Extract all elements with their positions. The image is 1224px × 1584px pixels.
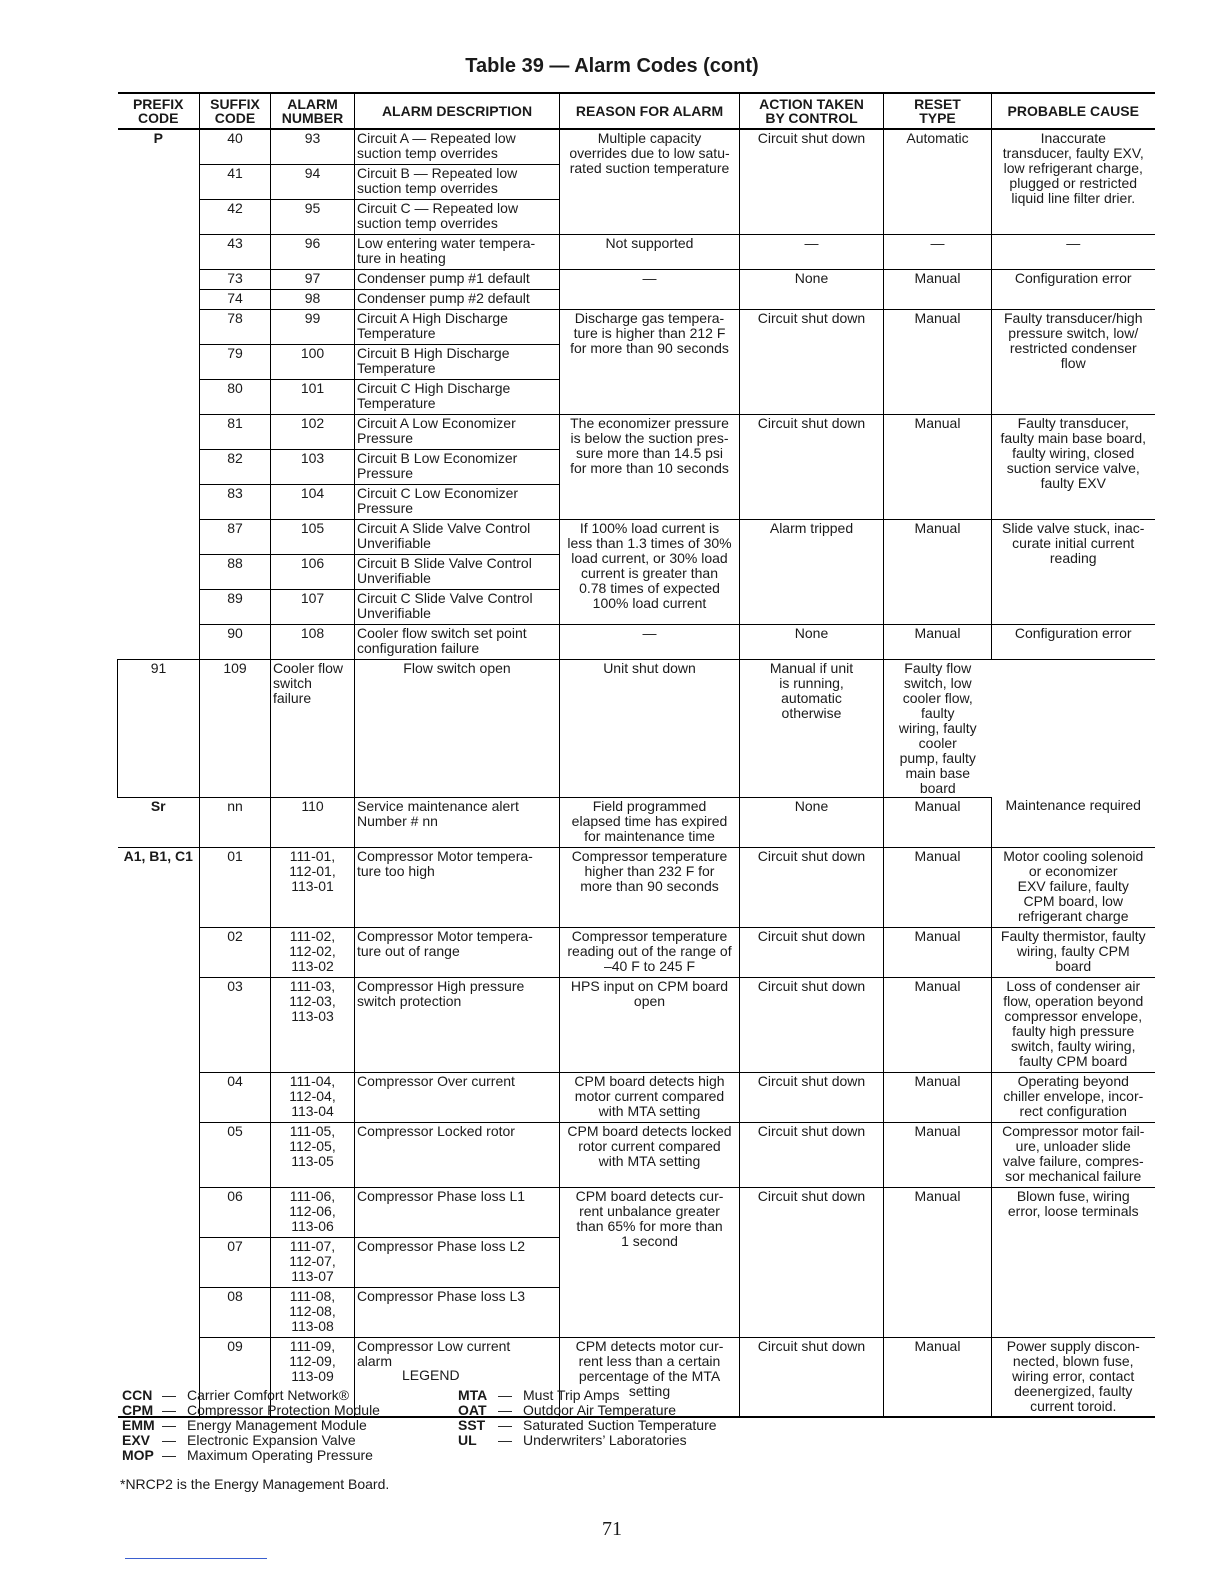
table-row — [118, 1122, 1155, 1187]
suffix-code-cell: 79 — [200, 344, 271, 379]
probable-cause-cell: Faulty flow switch, low cooler flow, faulty wiring, faulty cooler pump, faulty main base board — [884, 659, 992, 797]
action-cell: — — [740, 234, 884, 269]
alarm-description-cell: Compressor Phase loss L1 — [355, 1187, 560, 1237]
action-cell: Circuit shut down — [740, 309, 884, 414]
alarm-number-cell: 104 — [271, 484, 355, 519]
legend-dash: — — [498, 1402, 512, 1418]
legend-abbreviation: OAT — [458, 1402, 487, 1418]
action-cell: Circuit shut down — [740, 414, 884, 519]
table-row — [118, 129, 1155, 164]
prefix-code-cell: P — [118, 129, 200, 659]
table-row — [118, 234, 1155, 269]
table-row — [118, 1187, 1155, 1237]
alarm-number-cell: 97 — [271, 269, 355, 289]
table-row — [118, 659, 1155, 797]
legend-dash: — — [162, 1417, 176, 1433]
alarm-number-cell: 107 — [271, 589, 355, 624]
action-cell: Circuit shut down — [740, 927, 884, 977]
legend-definition: Must Trip Amps — [523, 1387, 620, 1403]
legend-item — [458, 1433, 717, 1448]
legend-abbreviation: EMM — [122, 1417, 155, 1433]
alarm-description-cell: Compressor High pressure switch protection — [355, 977, 560, 1072]
legend-item — [122, 1448, 380, 1463]
suffix-code-cell: 03 — [200, 977, 271, 1072]
suffix-code-cell: 91 — [118, 659, 200, 797]
alarm-number-cell: 111-09, 112-09, 113-09 — [271, 1337, 355, 1417]
action-cell: Circuit shut down — [740, 1187, 884, 1337]
table-row — [118, 414, 1155, 449]
suffix-code-cell: 83 — [200, 484, 271, 519]
suffix-code-cell: 08 — [200, 1287, 271, 1337]
probable-cause-cell: Inaccurate transducer, faulty EXV, low refrigerant charge, plugged or restricted liquid line filter drier. — [992, 129, 1155, 234]
alarm-number-cell: 111-07, 112-07, 113-07 — [271, 1237, 355, 1287]
probable-cause-cell: Operating beyond chiller envelope, incor- rect configuration — [992, 1072, 1155, 1122]
alarm-description-cell: Circuit C Slide Valve Control Unverifiable — [355, 589, 560, 624]
alarm-number-cell: 94 — [271, 164, 355, 199]
legend-item — [122, 1388, 380, 1403]
alarm-number-cell: 105 — [271, 519, 355, 554]
reset-type-cell: Manual — [884, 269, 992, 309]
header-probable-cause: PROBABLE CAUSE — [992, 93, 1155, 129]
reset-type-cell: Manual — [884, 1072, 992, 1122]
alarm-number-cell: 100 — [271, 344, 355, 379]
alarm-description-cell: Service maintenance alert Number # nn — [355, 797, 560, 847]
action-cell: Circuit shut down — [740, 1337, 884, 1417]
alarm-description-cell: Compressor Locked rotor — [355, 1122, 560, 1187]
alarm-description-cell: Compressor Phase loss L2 — [355, 1237, 560, 1287]
reset-type-cell: Manual — [884, 977, 992, 1072]
action-cell: Circuit shut down — [740, 129, 884, 234]
legend-right-column — [458, 1388, 717, 1448]
legend-dash: — — [162, 1402, 176, 1418]
alarm-description-cell: Compressor Phase loss L3 — [355, 1287, 560, 1337]
probable-cause-cell: Loss of condenser air flow, operation beyond compressor envelope, faulty high pressure switch, faulty wiring, faulty CPM board — [992, 977, 1155, 1072]
prefix-code-cell: Sr — [118, 797, 200, 847]
alarm-number-cell: 111-03, 112-03, 113-03 — [271, 977, 355, 1072]
alarm-codes-table — [117, 92, 1155, 1418]
probable-cause-cell: Maintenance required — [992, 797, 1155, 847]
alarm-description-cell: Cooler flow switch failure — [271, 659, 355, 797]
reason-cell: Multiple capacity overrides due to low satu- rated suction temperature — [560, 129, 740, 234]
suffix-code-cell: 73 — [200, 269, 271, 289]
reason-cell: — — [560, 269, 740, 309]
reset-type-cell: Manual — [884, 1187, 992, 1337]
table-row — [118, 797, 1155, 847]
legend-item — [122, 1433, 380, 1448]
reset-type-cell: Manual — [884, 624, 992, 659]
alarm-number-cell: 102 — [271, 414, 355, 449]
suffix-code-cell: 04 — [200, 1072, 271, 1122]
alarm-number-cell: 98 — [271, 289, 355, 309]
legend-definition: Underwriters’ Laboratories — [523, 1432, 687, 1448]
alarm-description-cell: Circuit B — Repeated low suction temp overrides — [355, 164, 560, 199]
header-action: ACTION TAKEN BY CONTROL — [740, 93, 884, 129]
legend-definition: Maximum Operating Pressure — [187, 1447, 373, 1463]
reset-type-cell: Manual — [884, 797, 992, 847]
probable-cause-cell: Slide valve stuck, inac- curate initial current reading — [992, 519, 1155, 624]
suffix-code-cell: 80 — [200, 379, 271, 414]
action-cell: None — [740, 624, 884, 659]
reason-cell: CPM board detects locked rotor current compared with MTA setting — [560, 1122, 740, 1187]
alarm-number-cell: 101 — [271, 379, 355, 414]
alarm-description-cell: Circuit A Low Economizer Pressure — [355, 414, 560, 449]
header-reset-type: RESET TYPE — [884, 93, 992, 129]
legend-dash: — — [498, 1432, 512, 1448]
suffix-code-cell: 07 — [200, 1237, 271, 1287]
header-prefix-code: PREFIX CODE — [118, 93, 200, 129]
legend-definition: Electronic Expansion Valve — [187, 1432, 356, 1448]
legend-definition: Saturated Suction Temperature — [523, 1417, 717, 1433]
suffix-code-cell: 41 — [200, 164, 271, 199]
alarm-number-cell: 111-05, 112-05, 113-05 — [271, 1122, 355, 1187]
probable-cause-cell: Faulty transducer, faulty main base board, faulty wiring, closed suction service valve, faulty EXV — [992, 414, 1155, 519]
action-cell: Alarm tripped — [740, 519, 884, 624]
legend-dash: — — [162, 1387, 176, 1403]
reset-type-cell: Manual — [884, 309, 992, 414]
alarm-number-cell: 95 — [271, 199, 355, 234]
alarm-number-cell: 93 — [271, 129, 355, 164]
legend-abbreviation: CCN — [122, 1387, 153, 1403]
alarm-number-cell: 106 — [271, 554, 355, 589]
probable-cause-cell: Faulty transducer/high pressure switch, low/ restricted condenser flow — [992, 309, 1155, 414]
legend-left-column — [122, 1388, 380, 1463]
suffix-code-cell: 78 — [200, 309, 271, 344]
table-title: Table 39 — Alarm Codes (cont) — [465, 55, 759, 77]
suffix-code-cell: 82 — [200, 449, 271, 484]
suffix-code-cell: 74 — [200, 289, 271, 309]
reset-type-cell: Manual — [884, 414, 992, 519]
reason-cell: If 100% load current is less than 1.3 times of 30% load current, or 30% load current is greater than 0.78 times of expected 100% load current — [560, 519, 740, 624]
suffix-code-cell: 09 — [200, 1337, 271, 1417]
action-cell: Circuit shut down — [740, 977, 884, 1072]
legend-item — [458, 1418, 717, 1433]
alarm-description-cell: Circuit C Low Economizer Pressure — [355, 484, 560, 519]
alarm-description-cell: Compressor Motor tempera- ture out of range — [355, 927, 560, 977]
legend-definition: Compressor Protection Module — [187, 1402, 380, 1418]
reason-cell: — — [560, 624, 740, 659]
table-row — [118, 977, 1155, 1072]
reset-type-cell: Manual — [884, 847, 992, 927]
legend-abbreviation: CPM — [122, 1402, 154, 1418]
reason-cell: Not supported — [560, 234, 740, 269]
action-cell: None — [740, 797, 884, 847]
table-row — [118, 624, 1155, 659]
table-row — [118, 847, 1155, 927]
probable-cause-cell: — — [992, 234, 1155, 269]
suffix-code-cell: 88 — [200, 554, 271, 589]
reason-cell: CPM board detects cur- rent unbalance greater than 65% for more than 1 second — [560, 1187, 740, 1337]
alarm-number-cell: 111-04, 112-04, 113-04 — [271, 1072, 355, 1122]
suffix-code-cell: 06 — [200, 1187, 271, 1237]
alarm-description-cell: Low entering water tempera- ture in heating — [355, 234, 560, 269]
suffix-code-cell: 05 — [200, 1122, 271, 1187]
legend-abbreviation: MTA — [458, 1387, 488, 1403]
legend-title: LEGEND — [402, 1367, 460, 1383]
alarm-number-cell: 108 — [271, 624, 355, 659]
legend-dash: — — [162, 1432, 176, 1448]
probable-cause-cell: Motor cooling solenoid or economizer EXV failure, faulty CPM board, low refrigerant charge — [992, 847, 1155, 927]
legend-abbreviation: UL — [458, 1432, 477, 1448]
legend-abbreviation: SST — [458, 1417, 486, 1433]
alarm-description-cell: Circuit C — Repeated low suction temp overrides — [355, 199, 560, 234]
action-cell: Circuit shut down — [740, 1122, 884, 1187]
table-row — [118, 1072, 1155, 1122]
action-cell: None — [740, 269, 884, 309]
legend-item — [122, 1418, 380, 1433]
reason-cell: Compressor temperature higher than 232 F for more than 90 seconds — [560, 847, 740, 927]
reason-cell: CPM board detects high motor current compared with MTA setting — [560, 1072, 740, 1122]
reason-cell: Field programmed elapsed time has expired for maintenance time — [560, 797, 740, 847]
suffix-code-cell: 43 — [200, 234, 271, 269]
reset-type-cell: Manual — [884, 1337, 992, 1417]
suffix-code-cell: 01 — [200, 847, 271, 927]
legend-item — [122, 1403, 380, 1418]
legend-dash: — — [498, 1417, 512, 1433]
alarm-description-cell: Circuit C High Discharge Temperature — [355, 379, 560, 414]
reason-cell: CPM detects motor cur- rent less than a certain percentage of the MTA setting — [560, 1337, 740, 1417]
legend-definition: Carrier Comfort Network® — [187, 1387, 350, 1403]
alarm-description-cell: Circuit B Low Economizer Pressure — [355, 449, 560, 484]
table-row — [118, 927, 1155, 977]
alarm-number-cell: 111-02, 112-02, 113-02 — [271, 927, 355, 977]
legend-definition: Outdoor Air Temperature — [523, 1402, 677, 1418]
action-cell: Circuit shut down — [740, 1072, 884, 1122]
header-alarm-number: ALARM NUMBER — [271, 93, 355, 129]
header-alarm-description: ALARM DESCRIPTION — [355, 93, 560, 129]
reason-cell: Discharge gas tempera- ture is higher than 212 F for more than 90 seconds — [560, 309, 740, 414]
reset-type-cell: Manual — [884, 1122, 992, 1187]
reason-cell: Flow switch open — [355, 659, 560, 797]
action-cell: Circuit shut down — [740, 847, 884, 927]
suffix-code-cell: 89 — [200, 589, 271, 624]
alarm-number-cell: 110 — [271, 797, 355, 847]
suffix-code-cell: 87 — [200, 519, 271, 554]
header-reason: REASON FOR ALARM — [560, 93, 740, 129]
reset-type-cell: Automatic — [884, 129, 992, 234]
footer-divider — [125, 1558, 267, 1559]
probable-cause-cell: Compressor motor fail- ure, unloader slide valve failure, compres- sor mechanical failure — [992, 1122, 1155, 1187]
alarm-number-cell: 96 — [271, 234, 355, 269]
legend-item — [458, 1388, 717, 1403]
prefix-code-cell: A1, B1, C1 — [123, 847, 193, 864]
alarm-number-cell: 99 — [271, 309, 355, 344]
alarm-number-cell: 111-06, 112-06, 113-06 — [271, 1187, 355, 1237]
alarm-description-cell: Compressor Motor tempera- ture too high — [355, 847, 560, 927]
legend-definition: Energy Management Module — [187, 1417, 367, 1433]
reason-cell: HPS input on CPM board open — [560, 977, 740, 1072]
legend-abbreviation: EXV — [122, 1432, 151, 1448]
suffix-code-cell: 40 — [200, 129, 271, 164]
alarm-number-cell: 103 — [271, 449, 355, 484]
alarm-number-cell: 111-01, 112-01, 113-01 — [271, 847, 355, 927]
alarm-description-cell: Condenser pump #1 default — [355, 269, 560, 289]
reason-cell: Compressor temperature reading out of the range of –40 F to 245 F — [560, 927, 740, 977]
header-suffix-code: SUFFIX CODE — [200, 93, 271, 129]
probable-cause-cell: Configuration error — [992, 624, 1155, 659]
suffix-code-cell: 02 — [200, 927, 271, 977]
legend-dash: — — [498, 1387, 512, 1403]
action-cell: Unit shut down — [560, 659, 740, 797]
reset-type-cell: — — [884, 234, 992, 269]
reset-type-cell: Manual — [884, 927, 992, 977]
alarm-description-cell: Circuit B High Discharge Temperature — [355, 344, 560, 379]
header-row — [118, 93, 1155, 129]
alarm-description-cell: Circuit B Slide Valve Control Unverifiable — [355, 554, 560, 589]
reset-type-cell: Manual if unit is running, automatic otherwise — [740, 659, 884, 797]
alarm-description-cell: Condenser pump #2 default — [355, 289, 560, 309]
suffix-code-cell: nn — [200, 797, 271, 847]
alarm-description-cell: Compressor Low current alarm — [355, 1337, 560, 1417]
suffix-code-cell: 81 — [200, 414, 271, 449]
probable-cause-cell: Blown fuse, wiring error, loose terminals — [992, 1187, 1155, 1337]
reset-type-cell: Manual — [884, 519, 992, 624]
alarm-description-cell: Compressor Over current — [355, 1072, 560, 1122]
alarm-description-cell: Circuit A — Repeated low suction temp overrides — [355, 129, 560, 164]
page-number: 71 — [602, 1518, 622, 1540]
alarm-description-cell: Circuit A Slide Valve Control Unverifiable — [355, 519, 560, 554]
suffix-code-cell: 42 — [200, 199, 271, 234]
table-row — [118, 519, 1155, 554]
legend-item — [458, 1403, 717, 1418]
probable-cause-cell: Power supply discon- nected, blown fuse, wiring error, contact deenergized, faulty current toroid. — [992, 1337, 1155, 1417]
legend-abbreviation: MOP — [122, 1447, 154, 1463]
suffix-code-cell: 90 — [200, 624, 271, 659]
probable-cause-cell: Configuration error — [992, 269, 1155, 309]
alarm-description-cell: Cooler flow switch set point configuration failure — [355, 624, 560, 659]
table-row — [118, 269, 1155, 289]
footnote: *NRCP2 is the Energy Management Board. — [120, 1476, 390, 1492]
reason-cell: The economizer pressure is below the suction pres- sure more than 14.5 psi for more than 10 seconds — [560, 414, 740, 519]
alarm-number-cell: 111-08, 112-08, 113-08 — [271, 1287, 355, 1337]
alarm-number-cell: 109 — [200, 659, 271, 797]
legend-dash: — — [162, 1447, 176, 1463]
alarm-description-cell: Circuit A High Discharge Temperature — [355, 309, 560, 344]
probable-cause-cell: Faulty thermistor, faulty wiring, faulty CPM board — [992, 927, 1155, 977]
table-row — [118, 309, 1155, 344]
